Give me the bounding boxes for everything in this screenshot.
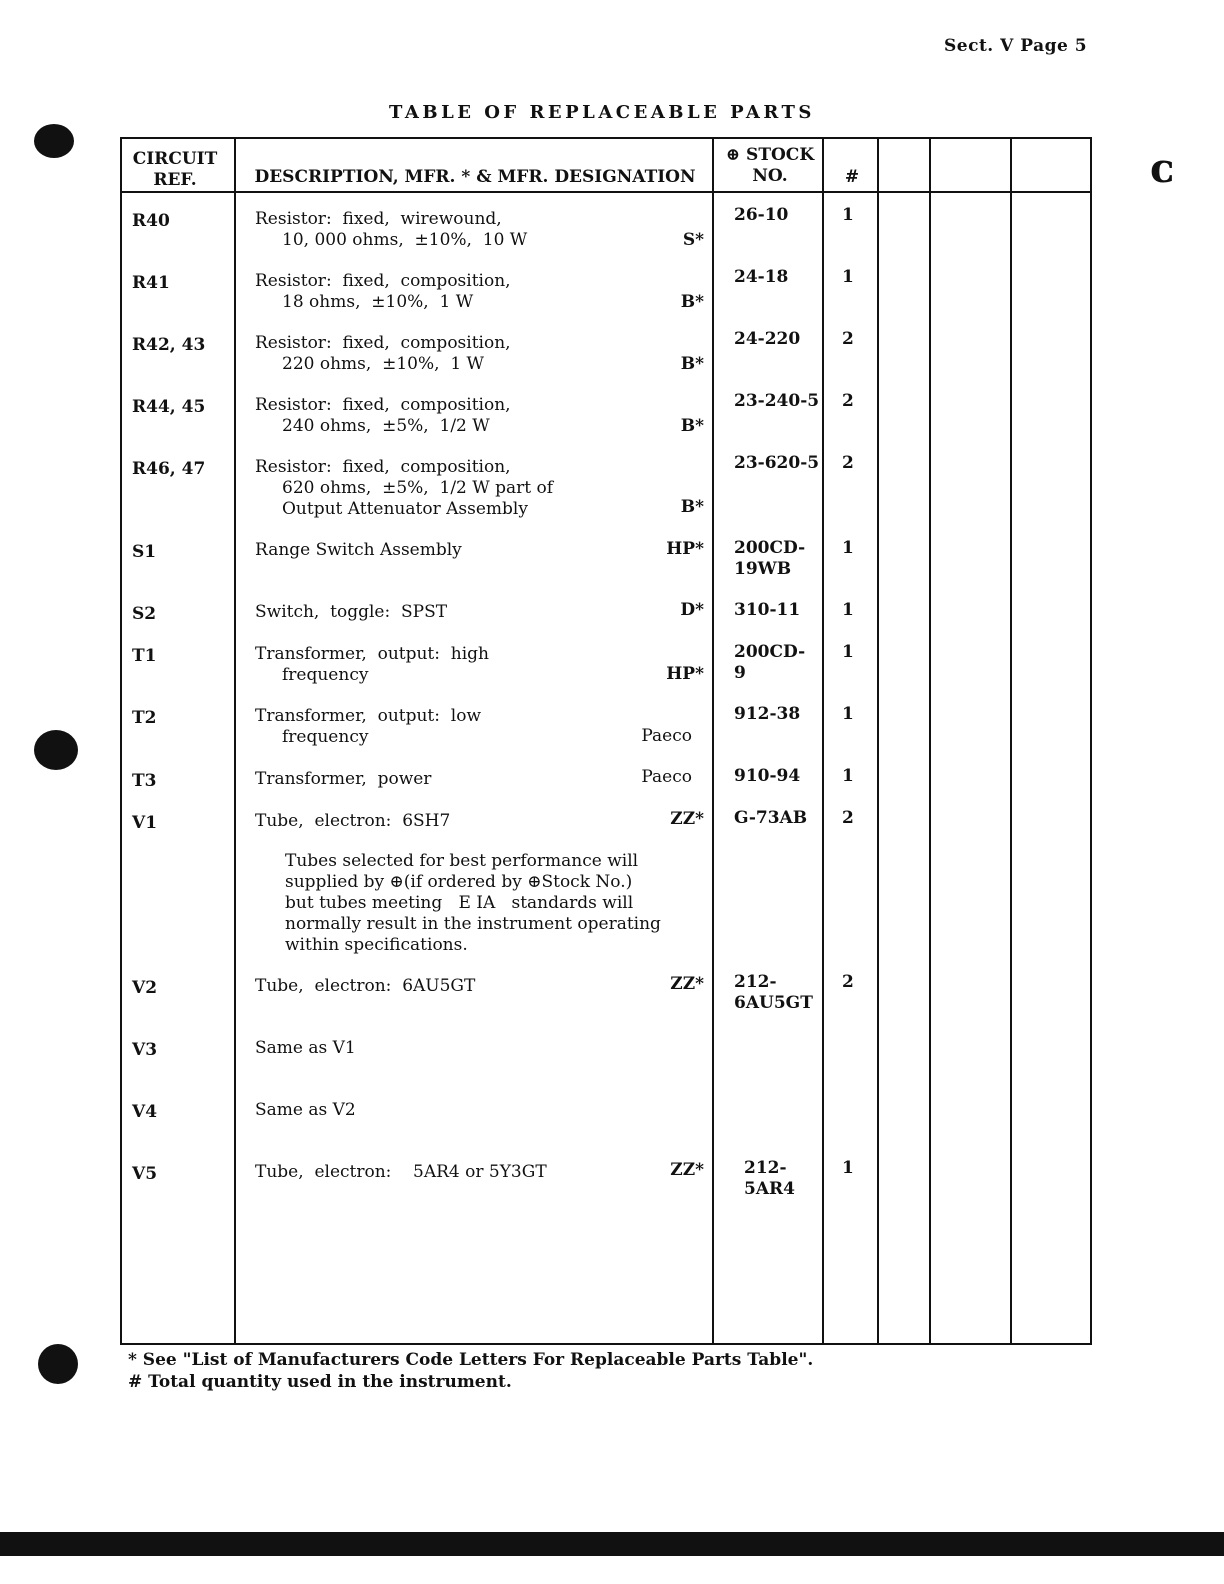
tube-selection-note: Tubes selected for best performance will supplied by ⊕(if ordered by ⊕Stock No.) but tubes meeting E IA standards will normally result in the instrument operating within specifications.: [285, 851, 661, 955]
clip-mark-icon: ᴄ: [1150, 145, 1175, 192]
binder-hole-middle: [34, 730, 78, 770]
footnote-quantity: # Total quantity used in the instrument.: [128, 1372, 512, 1392]
page-title: TABLE OF REPLACEABLE PARTS: [389, 102, 815, 123]
parts-table: CIRCUIT REF. DESCRIPTION, MFR. * & MFR. DESIGNATION ⊕ STOCK NO. # R40 Resistor: fixed, wirewound, 10, 000 ohms, ±10%, 10 W S* 26-10 1 R41 Resistor: fixed, composition, 18 ohms, ±10%, 1 W B* 24-18 1 R42, 43 Resistor: fixed, composition, 220 ohms, ±10%, 1 W B* 24-220 2 R44, 45 Resistor: fixed, composition, 240 ohms, ±5%, 1/2 W B* 23-240-5 2 R46, 47 Resistor: fixed, composition, 620 ohms, ±5%, 1/2 W part of Output Attenuator Assembly B* 23-620-5 2 S1 Range Switch Assembly HP* 200CD- 19WB 1 S2 Switch, toggle: SPST D* 310-11 1 T1 Transformer, output: high frequency HP* 200CD- 9 1 T2 Transformer, output: low frequency Paeco 912-38 1 T3 Transformer, power Paeco 910-94 1 V1 Tube, electron: 6SH7 ZZ* G-73AB 2 Tubes selected for best performance will supplied by ⊕(if ordered by ⊕Stock No.) but tubes meeting E IA standards will normally result in the instrument operating within specifications. V2 Tube, electron: 6AU5GT ZZ* 212- 6AU5GT 2 V3 Same as V1 V4 Same as V2 V5 Tube, electron: 5AR4 or 5Y3GT ZZ* 212- 5AR4 1: [120, 137, 1092, 1345]
col-header-qty: #: [844, 167, 860, 187]
binder-hole-bottom: [38, 1344, 78, 1384]
col-header-description: DESCRIPTION, MFR. * & MFR. DESIGNATION: [254, 167, 696, 187]
footnote-manufacturers: * See "List of Manufacturers Code Letters For Replaceable Parts Table".: [128, 1350, 814, 1370]
section-page-label: Sect. V Page 5: [944, 36, 1088, 56]
scan-border-bar: [0, 1532, 1224, 1556]
binder-hole-top: [34, 124, 74, 158]
col-header-circuit-ref: CIRCUIT REF.: [132, 149, 218, 190]
col-header-stock-no: ⊕ STOCK NO.: [725, 145, 815, 186]
